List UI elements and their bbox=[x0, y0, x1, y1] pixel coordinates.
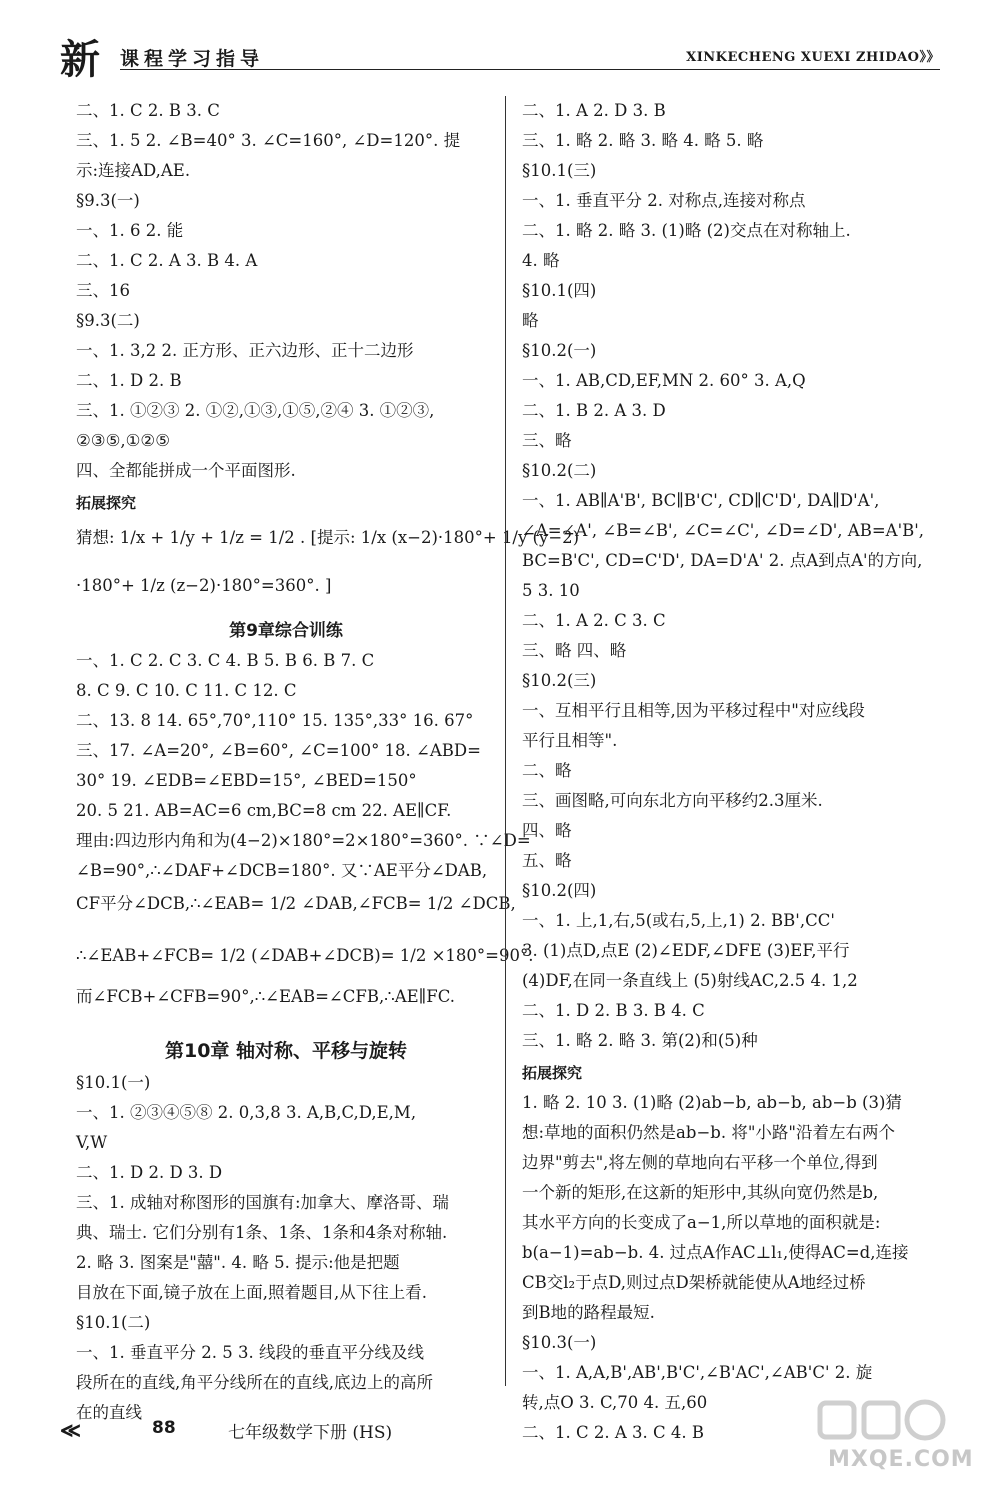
answer-line: 到B地的路程最短. bbox=[522, 1303, 655, 1322]
formula-line: 猜想: 1/x + 1/y + 1/z = 1/2 . [提示: 1/x (x−2)·180°+ 1/y (y−2) bbox=[76, 528, 580, 547]
answer-line: 二、1. A 2. D 3. B bbox=[522, 101, 666, 120]
answer-line: 4. 略 bbox=[522, 251, 560, 270]
chapter-review-heading: 第9章综合训练 bbox=[229, 621, 343, 641]
formula-line: ∴∠EAB+∠FCB= 1/2 (∠DAB+∠DCB)= 1/2 ×180°=90°. bbox=[76, 946, 534, 965]
answer-line: 五、略 bbox=[522, 851, 572, 870]
answer-line: 平行且相等". bbox=[522, 731, 618, 750]
answer-line: 三、17. ∠A=20°, ∠B=60°, ∠C=100° 18. ∠ABD= bbox=[76, 741, 481, 760]
answer-line: 3. (1)点D,点E (2)∠EDF,∠DFE (3)EF,平行 bbox=[522, 941, 850, 960]
answer-line: b(a−1)=ab−b. 4. 过点A作AC⊥l₁,使得AC=d,连接 bbox=[522, 1243, 909, 1262]
answer-line: 一、1. AB,CD,EF,MN 2. 60° 3. A,Q bbox=[522, 371, 806, 390]
answer-line: BC=B'C', CD=C'D', DA=D'A' 2. 点A到点A'的方向, bbox=[522, 551, 923, 570]
section-heading: §9.3(二) bbox=[76, 311, 140, 330]
answer-line: 段所在的直线,角平分线所在的直线,底边上的高所 bbox=[76, 1373, 433, 1392]
answer-line: (4)DF,在同一条直线上 (5)射线AC,2.5 4. 1,2 bbox=[522, 971, 858, 990]
answer-line: 一、1. ②③④⑤⑧ 2. 0,3,8 3. A,B,C,D,E,M, bbox=[76, 1103, 417, 1122]
answer-line: 一、1. 上,1,右,5(或右,5,上,1) 2. BB',CC' bbox=[522, 911, 835, 930]
section-heading: §10.1(二) bbox=[76, 1313, 151, 1332]
answer-line: 三、1. 成轴对称图形的国旗有:加拿大、摩洛哥、瑞 bbox=[76, 1193, 450, 1212]
answer-line: 二、略 bbox=[522, 761, 572, 780]
answer-line: 示:连接AD,AE. bbox=[76, 161, 191, 180]
answer-line: 二、1. D 2. B bbox=[76, 371, 182, 390]
answer-line: 一、1. AB∥A'B', BC∥B'C', CD∥C'D', DA∥D'A', bbox=[522, 491, 880, 510]
watermark-logo-icon bbox=[780, 1395, 980, 1455]
answer-line: 二、1. C 2. A 3. B 4. A bbox=[76, 251, 258, 270]
section-heading: §10.3(一) bbox=[522, 1333, 597, 1352]
answer-line: 二、1. B 2. A 3. D bbox=[522, 401, 666, 420]
book-title: 七年级数学下册 (HS) bbox=[228, 1423, 393, 1443]
answer-line: 理由:四边形内角和为(4−2)×180°=2×180°=360°. ∵∠D= bbox=[76, 831, 531, 850]
page-number: 88 bbox=[152, 1418, 176, 1438]
answer-line: 四、略 bbox=[522, 821, 572, 840]
answer-line: 一、1. C 2. C 3. C 4. B 5. B 6. B 7. C bbox=[76, 651, 375, 670]
section-heading: §9.3(一) bbox=[76, 191, 140, 210]
answer-line: 三、16 bbox=[76, 281, 130, 300]
formula-line: ·180°+ 1/z (z−2)·180°=360°. ] bbox=[76, 576, 332, 595]
header-pinyin-title: XINKECHENG XUEXI ZHIDAO》》 bbox=[686, 50, 940, 65]
answer-line: 二、1. D 2. B 3. B 4. C bbox=[522, 1001, 705, 1020]
answer-line: 8. C 9. C 10. C 11. C 12. C bbox=[76, 681, 297, 700]
header-logo: 新 bbox=[60, 37, 100, 83]
answer-line: ②③⑤,①②⑤ bbox=[76, 431, 170, 450]
answer-line: ∠A=∠A', ∠B=∠B', ∠C=∠C', ∠D=∠D', AB=A'B', bbox=[522, 521, 925, 540]
answer-line: 2. 略 3. 图案是"囍". 4. 略 5. 提示:他是把题 bbox=[76, 1253, 400, 1272]
answer-line: 1. 略 2. 10 3. (1)略 (2)ab−b, ab−b, ab−b (3)猜 bbox=[522, 1093, 902, 1112]
answer-line: ∠B=90°,∴∠DAF+∠DCB=180°. 又∵AE平分∠DAB, bbox=[76, 861, 488, 880]
answer-line: 三、画图略,可向东北方向平移约2.3厘米. bbox=[522, 791, 823, 810]
section-heading: §10.1(四) bbox=[522, 281, 597, 300]
answer-line: 20. 5 21. AB=AC=6 cm,BC=8 cm 22. AE∥CF. bbox=[76, 801, 452, 820]
answer-line: 而∠FCB+∠CFB=90°,∴∠EAB=∠CFB,∴AE∥FC. bbox=[76, 987, 456, 1006]
answer-line: 其水平方向的长变成了a−1,所以草地的面积就是: bbox=[522, 1213, 881, 1232]
answer-line: 一、1. 3,2 2. 正方形、正六边形、正十二边形 bbox=[76, 341, 414, 360]
answer-line: 三、1. 略 2. 略 3. 略 4. 略 5. 略 bbox=[522, 131, 764, 150]
answer-line: 转,点O 3. C,70 4. 五,60 bbox=[522, 1393, 708, 1412]
answer-line: 5 3. 10 bbox=[522, 581, 580, 600]
header-rule bbox=[120, 69, 940, 70]
answer-line: 三、1. ①②③ 2. ①②,①③,①⑤,②④ 3. ①②③, bbox=[76, 401, 435, 420]
answer-line: 一、1. 垂直平分 2. 5 3. 线段的垂直平分线及线 bbox=[76, 1343, 424, 1362]
section-heading: §10.2(一) bbox=[522, 341, 597, 360]
answer-line: 二、1. A 2. C 3. C bbox=[522, 611, 666, 630]
section-heading: §10.1(三) bbox=[522, 161, 597, 180]
extension-heading: 拓展探究 bbox=[522, 1064, 583, 1082]
answer-line: 一个新的矩形,在这新的矩形中,其纵向宽仍然是b, bbox=[522, 1183, 879, 1202]
answer-line: 一、1. 6 2. 能 bbox=[76, 221, 184, 240]
extension-heading: 拓展探究 bbox=[76, 494, 137, 512]
section-heading: §10.2(四) bbox=[522, 881, 597, 900]
answer-line: 30° 19. ∠EDB=∠EBD=15°, ∠BED=150° bbox=[76, 771, 417, 790]
answer-line: 二、1. C 2. B 3. C bbox=[76, 101, 220, 120]
answer-line: V,W bbox=[76, 1133, 108, 1152]
formula-line: CF平分∠DCB,∴∠EAB= 1/2 ∠DAB,∠FCB= 1/2 ∠DCB, bbox=[76, 894, 516, 913]
page-header bbox=[60, 38, 940, 82]
answer-line: 二、1. D 2. D 3. D bbox=[76, 1163, 223, 1182]
section-heading: §10.2(二) bbox=[522, 461, 597, 480]
section-heading: §10.2(三) bbox=[522, 671, 597, 690]
footer-arrow-icon: ≪ bbox=[60, 1418, 81, 1442]
section-heading: §10.1(一) bbox=[76, 1073, 151, 1092]
answer-line: 一、1. 垂直平分 2. 对称点,连接对称点 bbox=[522, 191, 806, 210]
answer-line: 三、略 四、略 bbox=[522, 641, 627, 660]
answer-line: 三、1. 略 2. 略 3. 第(2)和(5)种 bbox=[522, 1031, 758, 1050]
answer-line: 目放在下面,镜子放在上面,照着题目,从下往上看. bbox=[76, 1283, 427, 1302]
watermark-text: MXQE.COM bbox=[828, 1447, 974, 1472]
answer-line: 二、1. 略 2. 略 3. (1)略 (2)交点在对称轴上. bbox=[522, 221, 851, 240]
answer-line: 二、13. 8 14. 65°,70°,110° 15. 135°,33° 16. 67° bbox=[76, 711, 474, 730]
answer-line: 四、全都能拼成一个平面图形. bbox=[76, 461, 296, 480]
answer-line: 二、1. C 2. A 3. C 4. B bbox=[522, 1423, 704, 1442]
answer-line: 三、1. 5 2. ∠B=40° 3. ∠C=160°, ∠D=120°. 提 bbox=[76, 131, 461, 150]
answer-line: CB交l₂于点D,则过点D架桥就能使从A地经过桥 bbox=[522, 1273, 866, 1292]
header-title: 课程学习指导 bbox=[120, 48, 265, 70]
chapter-heading: 第10章 轴对称、平移与旋转 bbox=[164, 1040, 408, 1062]
column-divider bbox=[505, 96, 506, 1386]
answer-line: 三、略 bbox=[522, 431, 572, 450]
answer-line: 一、互相平行且相等,因为平移过程中"对应线段 bbox=[522, 701, 865, 720]
answer-line: 边界"剪去",将左侧的草地向右平移一个单位,得到 bbox=[522, 1153, 878, 1172]
answer-line: 在的直线 bbox=[76, 1403, 142, 1422]
answer-line: 一、1. A,A,B',AB',B'C',∠B'AC',∠AB'C' 2. 旋 bbox=[522, 1363, 873, 1382]
answer-line: 略 bbox=[522, 311, 539, 330]
answer-line: 想:草地的面积仍然是ab−b. 将"小路"沿着左右两个 bbox=[522, 1123, 896, 1142]
watermark bbox=[780, 1395, 980, 1475]
answer-line: 典、瑞士. 它们分别有1条、1条、1条和4条对称轴. bbox=[76, 1223, 448, 1242]
